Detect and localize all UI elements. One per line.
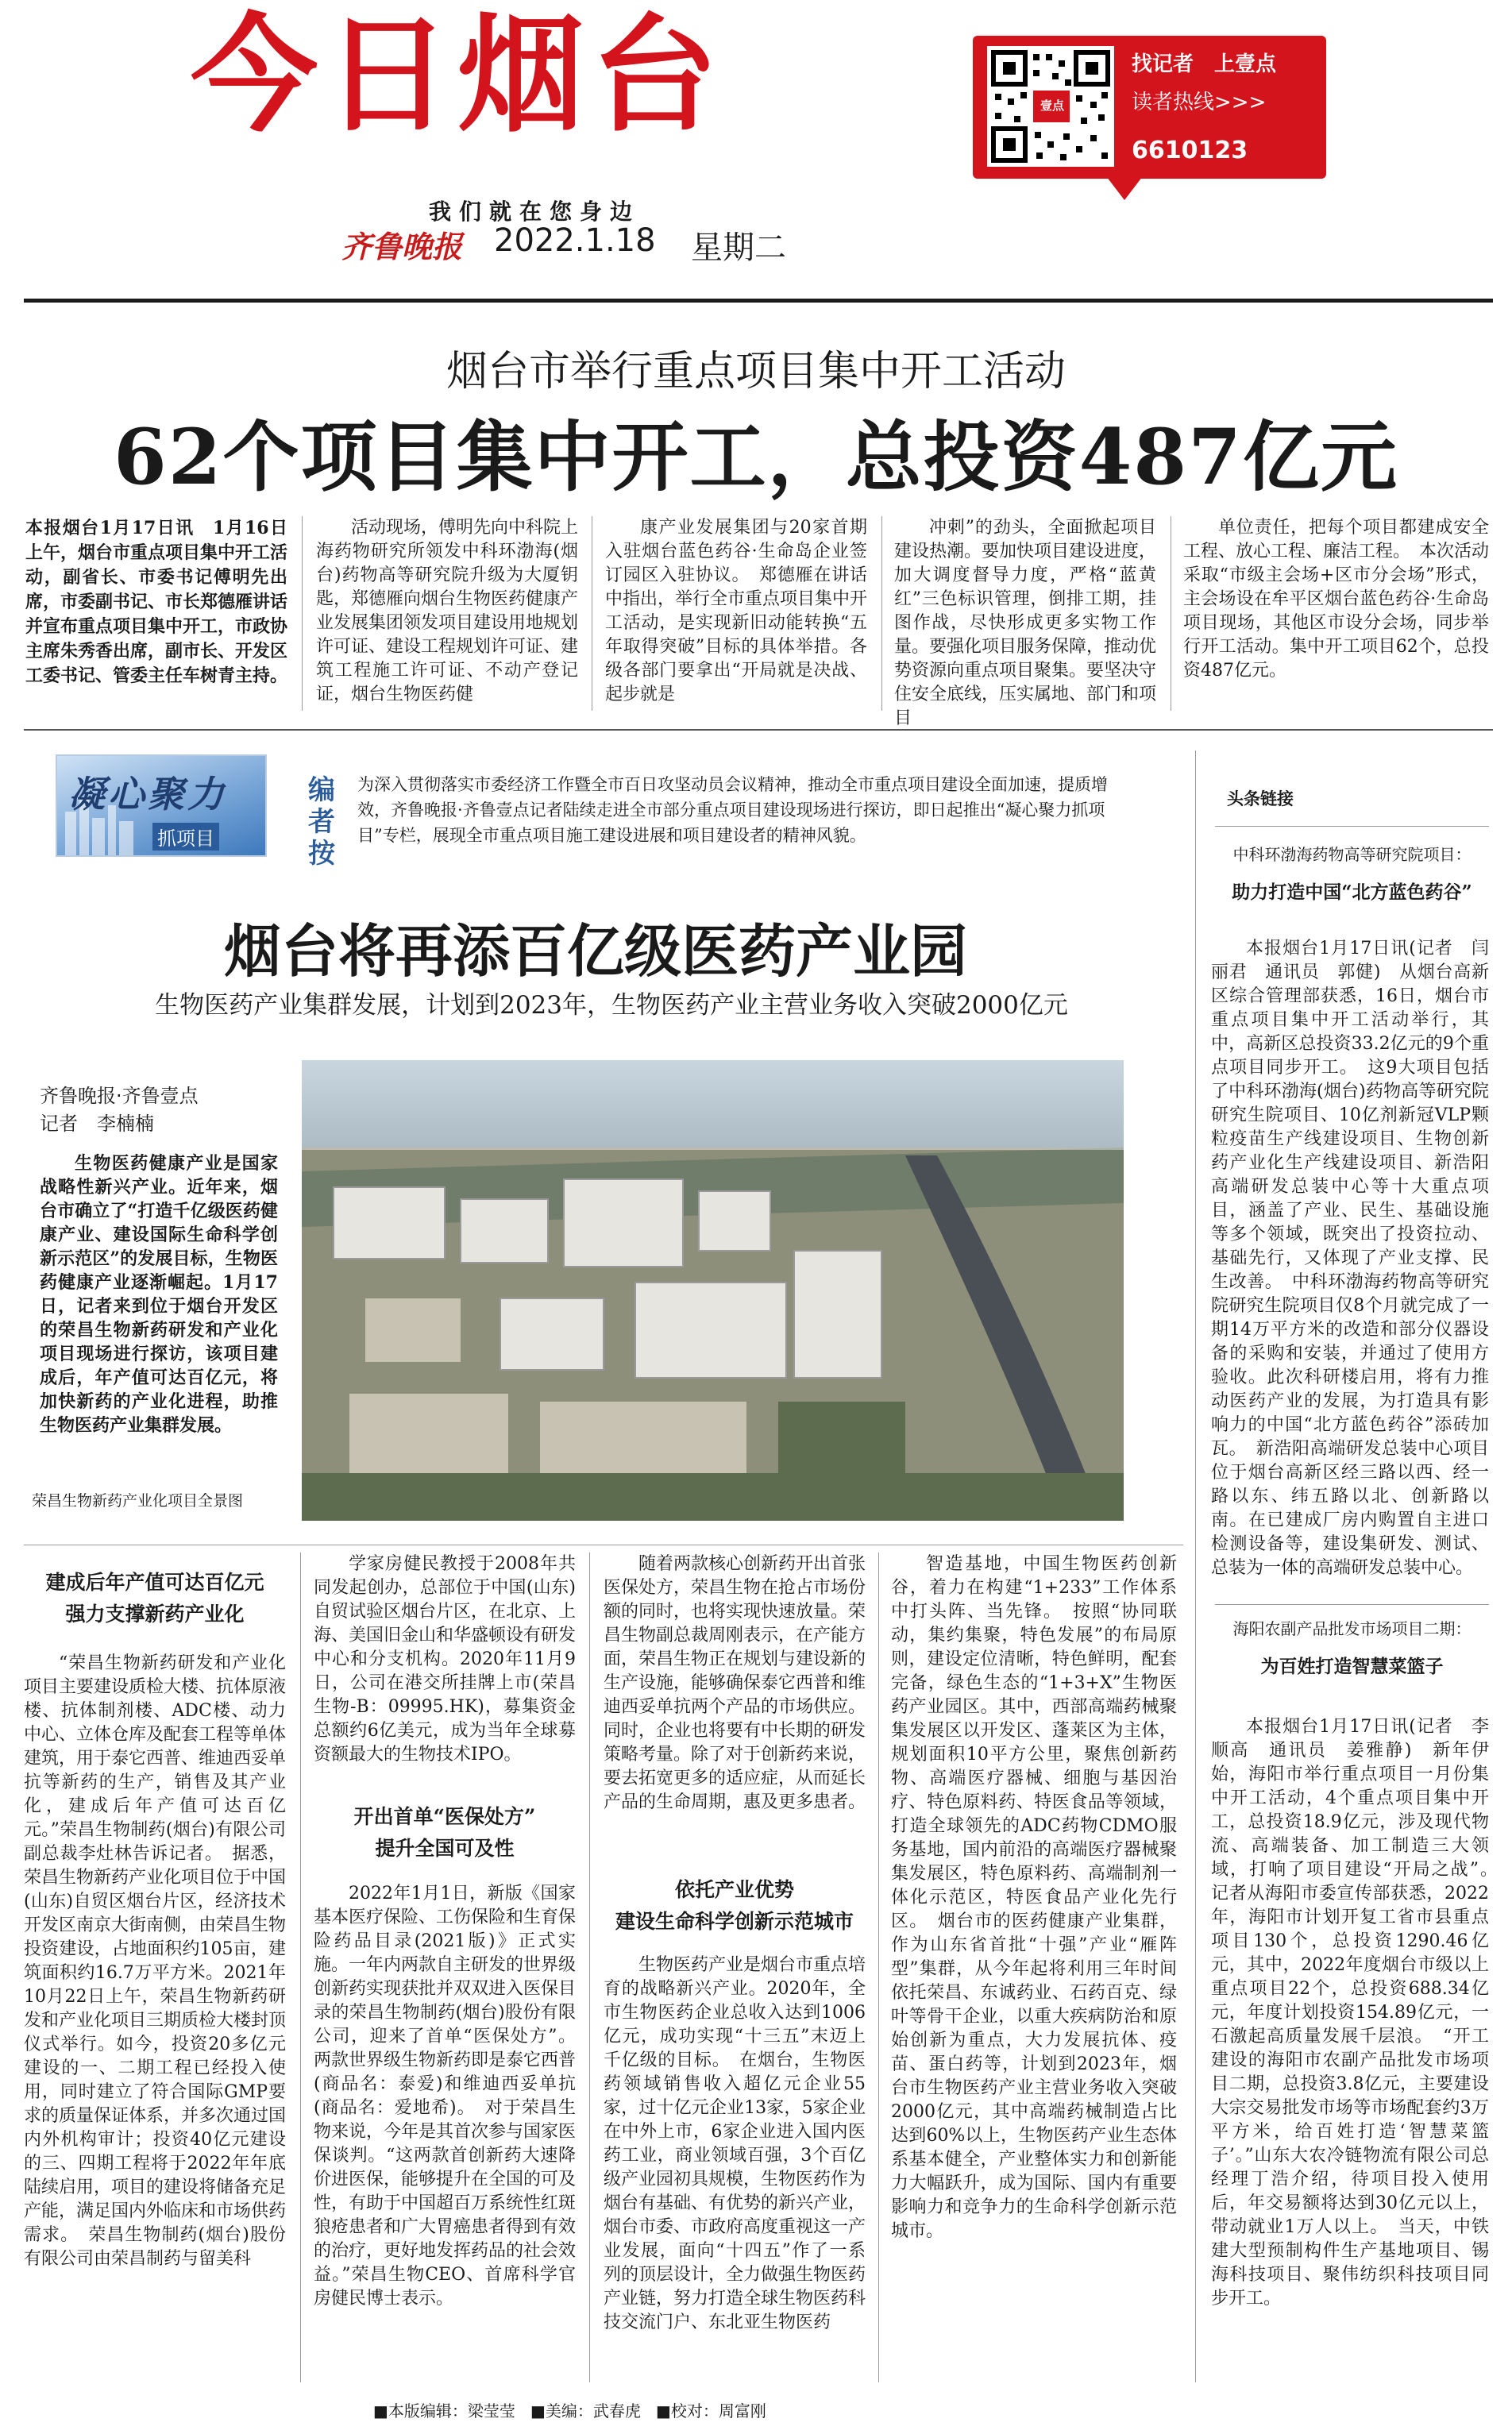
feature-lead: 生物医药健康产业是国家战略性新兴产业。近年来，烟台市确立了“打造千亿级医药健康产业、建设国际生命科学创新示范区”的发展目标，生物医药健康产业逐渐崛起。1月17日，记者来到位于烟台开发区的荣昌生物新药研发和产业化项目现场进行探访，该项目建成后，年产值可达百亿元，将加快新药的产业化进程，助推生物医药产业集群发展。 bbox=[40, 1153, 278, 1436]
masthead-slogan: 我们就在您身边 bbox=[429, 199, 641, 225]
lead-column-3: 康产业发展集团与20家首期入驻烟台蓝色药谷·生命岛企业签订园区入驻协议。 郑德雁在讲话中指出，举行全市重点项目集中开工活动，是实现新旧动能转换“五年取得突破”目标的具体举措。各级各部门要拿出“开局就是决战、起步就是 bbox=[605, 518, 868, 704]
subhead-2-line-1: 开出首单“医保处方” bbox=[353, 1805, 536, 1828]
qr-logo-label: 壹点 bbox=[1040, 98, 1064, 113]
column-divider bbox=[300, 1553, 301, 2382]
lead-kicker: 烟台市举行重点项目集中开工活动 bbox=[446, 348, 1066, 395]
lead-column-5: 单位责任，把每个项目都建成安全工程、放心工程、廉洁工程。 本次活动采取“市级主会场+区市分会场”形式，主会场设在牟平区烟台蓝色药谷·生命岛项目现场，其他区市设分会场，同步举行开工活动。集中开工项目62个，总投资487亿元。 bbox=[1183, 518, 1490, 681]
page-credits bbox=[373, 2398, 766, 2421]
lead-headline: 62个项目集中开工，总投资487亿元 bbox=[114, 412, 1398, 502]
subhead-1-line-1: 建成后年产值可达百亿元 bbox=[45, 1571, 264, 1594]
subhead-3-line-1: 依托产业优势 bbox=[674, 1878, 794, 1901]
lead-column-4: 冲刺”的劲头，全面掀起项目建设热潮。要加快项目建设进度，加大调度督导力度，严格“蓝黄红”三色标识管理，倒排工期，挂图作战，尽快形成更多实物工作量。要强化项目服务保障，推动优势资源向重点项目聚集。要坚决守住安全底线，压实属地、部门和项目 bbox=[894, 518, 1157, 728]
subhead-2-line-2: 提升全国可及性 bbox=[375, 1837, 515, 1860]
promo-line-1: 找记者 上壹点 bbox=[1132, 52, 1277, 76]
feature-column-2b: 2022年1月1日，新版《国家基本医疗保险、工伤保险和生育保险药品目录(2021版)》正式实施。一年内两款自主研发的世界级创新药实现获批并双双进入医保目录的荣昌生物制药(烟台)股份有限公司，迎来了首单“医保处方”。两款世界级生物新药即是泰它西普(商品名：泰爱)和维迪西妥单抗(商品名：爱地希)。 对于荣昌生物来说，今年是其首次参与国家医保谈判。“这两款首创新药大速降价进医保，能够提升在全国的可及性，有助于中国超百万系统性红斑狼疮患者和广大胃癌患者得到有效的治疗，更好地发挥药品的社会效益。”荣昌生物CEO、首席科学官房健民博士表示。 bbox=[314, 1884, 577, 2309]
lead-column-2: 活动现场，傅明先向中科院上海药物研究所领发中科环渤海(烟台)药物高等研究院升级为大厦钥匙，郑德雁向烟台生物医药健康产业发展集团领发项目建设用地规划许可证、建设工程规划许可证、建筑工程施工许可证、不动产登记证，烟台生物医药健 bbox=[316, 518, 579, 704]
column-divider bbox=[589, 1553, 590, 2382]
column-banner-tag: 抓项目 bbox=[152, 823, 219, 851]
project-aerial-photo bbox=[302, 1060, 1124, 1521]
sidebar-rule bbox=[1215, 1604, 1489, 1605]
sidebar-divider bbox=[1195, 750, 1196, 2382]
photo-caption: 荣昌生物新药产业化项目全景图 bbox=[32, 1492, 244, 1510]
feature-column-1: “荣昌生物新药研发和产业化项目主要建设质检大楼、抗体原液楼、抗体制剂楼、ADC楼、动力中心、立体仓库及配套工程等单体建筑，用于泰它西普、维迪西妥单抗等新药的生产，销售及其产业化，建成后年产值可达百亿元。”荣昌生物制药(烟台)有限公司副总裁李灶林告诉记者。 据悉，荣昌生物新药产业化项目位于中国(山东)自贸区烟台片区，经济技术开发区南京大街南侧，由荣昌生物投资建设，占地面积约105亩，建筑面积约16.7万平方米。2021年10月22日上午，荣昌生物新药研发和产业化项目三期质检大楼封顶仪式举行。如今，投资20多亿元建设的一、二期工程已经投入使用，同时建立了符合国际GMP要求的质量保证体系，并多次通过国内外机构审计；投资40亿元建设的三、四期工程将于2022年年底陆续启用，项目的建设将储备充足产能，满足国内外临床和市场供药需求。 荣昌生物制药(烟台)股份有限公司由荣昌制药与留美科 bbox=[24, 1653, 287, 2269]
column-banner-title: 凝心聚力 bbox=[68, 773, 227, 816]
feature-column-4: 智造基地，中国生物医药创新谷，着力在构建“1+233”工作体系中打头阵、当先锋。 按照“协同联动，集约集聚，特色发展”的布局原则，建设定位清晰，特色鲜明，配套完备，绿色生态的“1+3+X”生物医药产业园区。其中，西部高端药械聚集发展区以开发区、蓬莱区为主体，规划面积10平方公里，聚焦创新药物、高端医疗器械、细胞与基因治疗、特色原料药、特医食品等领域，打造全球领先的ADC药物CDMO服务基地，国内前沿的高端医疗器械聚集发展区，特色原料药、高端制剂一体化示范区，特医食品产业化先行区。 烟台市的医药健康产业集群，作为山东省首批“十强”产业“雁阵型”集群，从今年起将利用三年时间依托荣昌、东诚药业、石药百克、绿叶等骨干企业，以重大疾病防治和原始创新为重点，大力发展抗体、疫苗、蛋白药等，计划到2023年，烟台市生物医药产业主营业务收入突破2000亿元，其中高端药械制造占比达到60%以上，生物医药产业生态体系基本健全，产业整体实力和创新能力大幅跃升，成为国际、国内有重要影响力和竞争力的生命科学创新示范城市。 bbox=[891, 1554, 1177, 2241]
promo-speech-tail bbox=[1104, 173, 1145, 200]
editor-note-label: 编者按 bbox=[308, 774, 335, 870]
sidebar-story-1-body: 本报烟台1月17日讯(记者 闫丽君 通讯员 郭健) 从烟台高新区综合管理部获悉，16日，烟台市重点项目集中开工活动举行，其中，高新区总投资33.2亿元的9个重点项目同步开工。 这9大项目包括了中科环渤海(烟台)药物高等研究院研究生院项目、10亿剂新冠VLP颗粒疫苗生产线建设项目、生物创新药产业化生产线建设项目、新浩阳高端研发总装中心等十大重点项目，涵盖了产业、民生、基础设施等多个领域，既突出了投资拉动、基础先行，又体现了产业支撑、民生改善。 中科环渤海药物高等研究院研究生院项目仅8个月就完成了一期14万平方米的改造和部分仪器设备的采购和安装，并通过了使用方验收。此次科研楼启用，将有力推动医药产业的发展，为打造具有影响力的中国“北方蓝色药谷”添砖加瓦。 新浩阳高端研发总装中心项目位于烟台高新区经三路以西、经一路以东、纬五路以北、创新路以南。在已建成厂房内购置自主进口检测设备等，建设集研发、测试、总装为一体的高端研发总装中心。 bbox=[1211, 939, 1489, 1578]
sidebar-story-2-body: 本报烟台1月17日讯(记者 李顺高 通讯员 姜雅静) 新年伊始，海阳市举行重点项目一月份集中开工活动，4个重点项目集中开工，总投资18.9亿元，涉及现代物流、高端装备、加工制造三大领域，打响了项目建设“开局之战”。 记者从海阳市委宣传部获悉，2022年，海阳市计划开复工省市县重点项目130个，总投资1290.46亿元，其中，2022年度烟台市级以上重点项目22个，总投资688.34亿元，年度计划投资154.89亿元，一石激起高质量发展千层浪。 “开工建设的海阳市农副产品批发市场项目二期，总投资3.8亿元，主要建设大宗交易批发市场等市场配套约3万平方米，给百姓打造‘智慧菜篮子’。”山东大农冷链物流有限公司总经理丁浩介绍，待项目投入使用后，年交易额将达到30亿元以上，带动就业1万人以上。 当天，中铁建大型预制构件生产基地项目、锡海科技项目、聚伟纺织科技项目同步开工。 bbox=[1211, 1717, 1507, 2309]
feature-headline: 烟台将再添百亿级医药产业园 bbox=[223, 917, 967, 985]
editor-note: 为深入贯彻落实市委经济工作暨全市百日攻坚动员会议精神，推动全市重点项目建设全面加速，提质增效，齐鲁晚报·齐鲁壹点记者陆续走进全市部分重点项目建设现场进行探访，即日起推出“凝心聚力抓项目”专栏，展现全市重点项目施工建设进展和项目建设者的精神风貌。 bbox=[357, 775, 1108, 845]
issue-date: 2022.1.18 bbox=[494, 222, 656, 259]
feature-column-2a: 学家房健民教授于2008年共同发起创办，总部位于中国(山东)自贸试验区烟台片区，在北京、上海、美国旧金山和华盛顿设有研发中心和分支机构。2020年11月9日，公司在港交所挂牌上市(荣昌生物-B：09995.HK)，募集资金总额约6亿美元，成为当年全球募资额最大的生物技术IPO。 bbox=[314, 1554, 577, 1765]
feature-subhead: 生物医药产业集群发展，计划到2023年，生物医药产业主营业务收入突破2000亿元 bbox=[155, 991, 1068, 1020]
credit-designer: ■美编：武春虎 bbox=[530, 2401, 641, 2420]
sidebar-story-2-kicker: 海阳农副产品批发市场项目二期： bbox=[1232, 1619, 1472, 1638]
byline-reporter: 记者 李楠楠 bbox=[40, 1113, 154, 1135]
byline-org: 齐鲁晚报·齐鲁壹点 bbox=[40, 1085, 199, 1107]
masthead-title: 今日烟台 bbox=[191, 1, 725, 149]
paper-name: 齐鲁晚报 bbox=[341, 229, 463, 264]
feature-column-3b: 生物医药产业是烟台市重点培育的战略新兴产业。2020年，全市生物医药企业总收入达到1006亿元，成功实现“十三五”末迈上千亿级的目标。 在烟台，生物医药领域销售收入超亿元企业55家，过十亿元企业13家，5家企业在中外上市，6家企业进入国内医药工业，商业领域百强，3个百亿级产业园初具规模，生物医药作为烟台有基础、有优势的新兴产业，烟台市委、市政府高度重视这一产业发展，面向“十四五”作了一系列的顶层设计，全力做强生物医药产业链，努力打造全球生物医药科技交流门户、东北亚生物医药 bbox=[604, 1955, 866, 2332]
sidebar-rule bbox=[1215, 826, 1489, 827]
credit-editor: ■本版编辑：梁莹莹 bbox=[373, 2401, 515, 2420]
subhead-3-line-2: 建设生命科学创新示范城市 bbox=[615, 1910, 854, 1933]
section-rule bbox=[24, 729, 1493, 731]
promo-line-2: 读者热线>>> bbox=[1132, 91, 1267, 114]
masthead-rule bbox=[24, 299, 1493, 303]
column-banner bbox=[56, 754, 267, 857]
sidebar-story-1-kicker: 中科环渤海药物高等研究院项目： bbox=[1232, 845, 1472, 864]
column-divider bbox=[878, 1553, 879, 2382]
lead-column-1: 本报烟台1月17日讯 1月16日上午，烟台市重点项目集中开工活动，副省长、市委书记傅明先出席，市委副书记、市长郑德雁讲话并宣布重点项目集中开工，市政协主席朱秀香出席，副市长、开发区工委书记、管委主任车树青主持。 bbox=[25, 518, 288, 686]
subhead-1-line-2: 强力支撑新药产业化 bbox=[65, 1603, 245, 1626]
column-divider bbox=[881, 516, 882, 711]
column-divider bbox=[302, 516, 303, 711]
issue-weekday: 星期二 bbox=[691, 230, 786, 266]
sidebar-story-1-title: 助力打造中国“北方蓝色药谷” bbox=[1232, 881, 1472, 903]
hotline-number[interactable]: 6610123 bbox=[1132, 137, 1248, 164]
qr-code[interactable] bbox=[987, 46, 1114, 167]
feature-column-3a: 随着两款核心创新药开出首张医保处方，荣昌生物在抢占市场份额的同时，也将实现快速放量。荣昌生物副总裁周刚表示，在产能方面，荣昌生物正在规划与建设新的生产设施，能够确保泰它西普和维迪西妥单抗两个产品的市场供应。同时，企业也将要有中长期的研发策略考量。除了对于创新药来说，要去拓宽更多的适应症，从而延长产品的生命周期，惠及更多患者。 bbox=[604, 1554, 866, 1812]
sidebar-story-2-title: 为百姓打造智慧菜篮子 bbox=[1260, 1656, 1444, 1677]
credit-proofreader: ■校对：周富刚 bbox=[655, 2401, 766, 2420]
sidebar-label: 头条链接 bbox=[1227, 789, 1294, 808]
